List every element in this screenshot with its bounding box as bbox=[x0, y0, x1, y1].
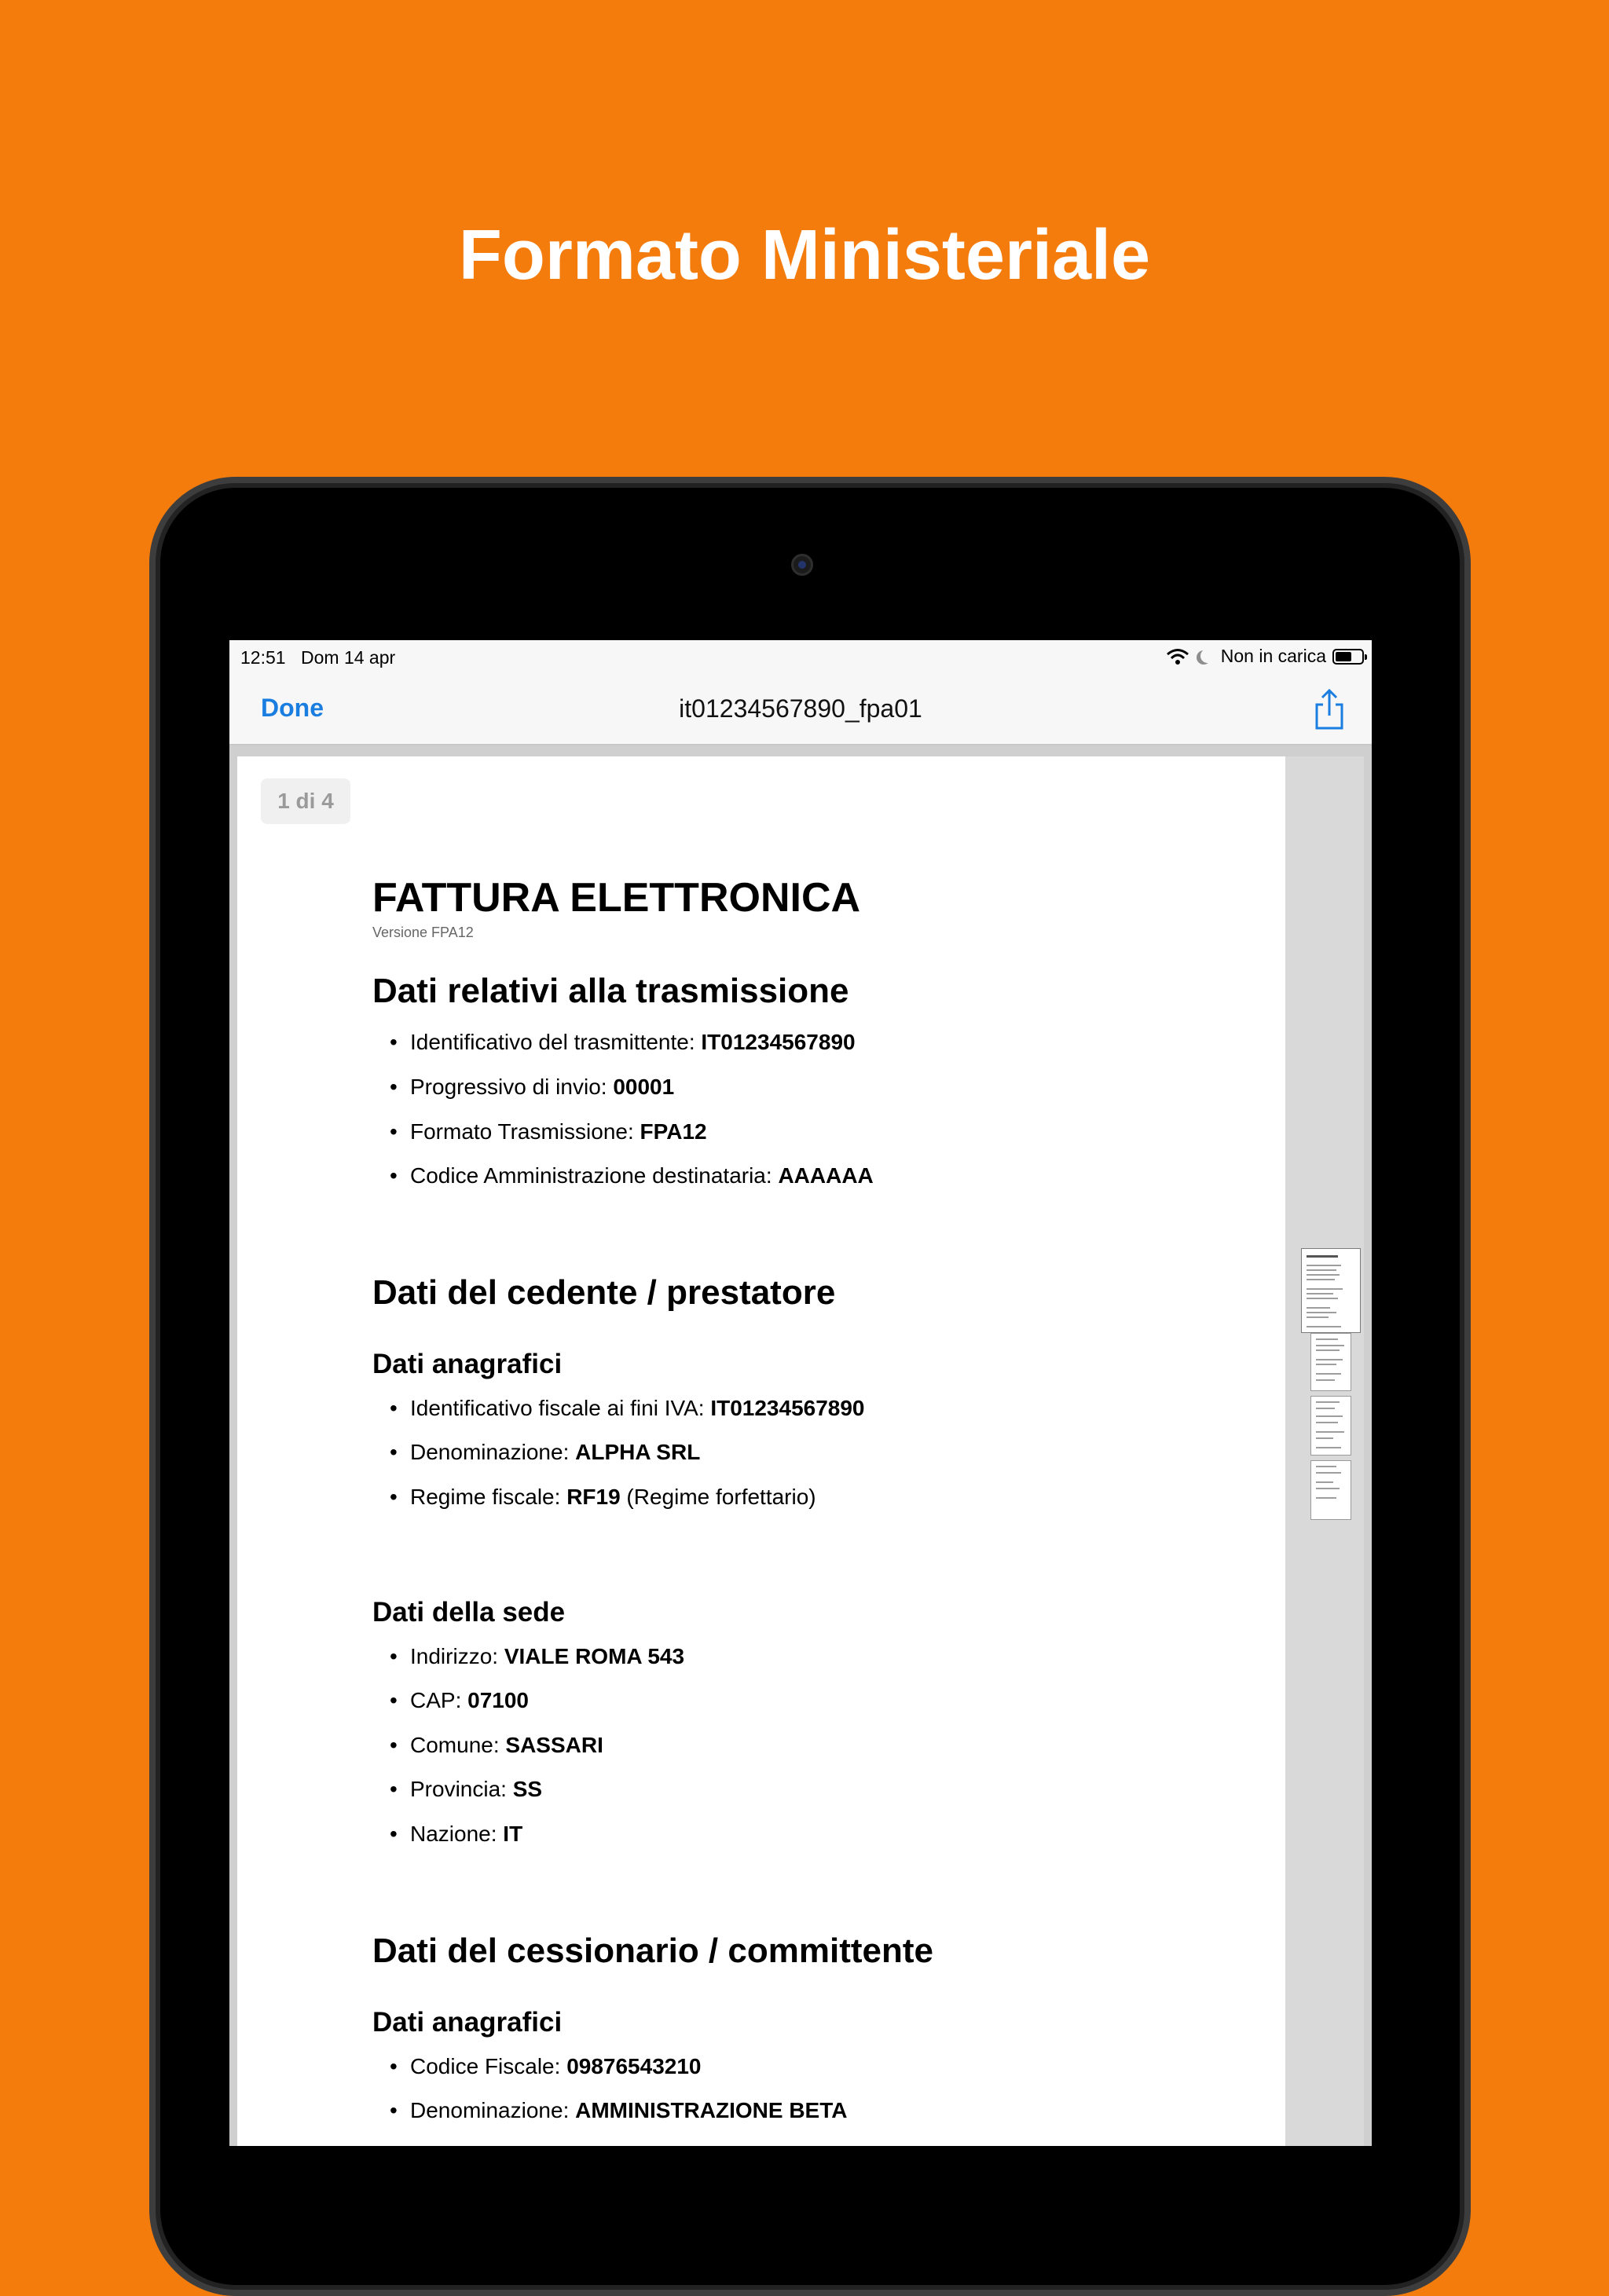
subheading-dati-anagrafici: Dati anagrafici bbox=[372, 2007, 563, 2038]
battery-icon bbox=[1332, 649, 1364, 665]
page-thumbnail-3[interactable] bbox=[1310, 1396, 1351, 1456]
status-date: Dom 14 apr bbox=[301, 647, 396, 668]
subheading-dati-anagrafici: Dati anagrafici bbox=[372, 1349, 563, 1379]
done-button[interactable]: Done bbox=[261, 694, 324, 722]
list-item: • Provincia: SS bbox=[410, 1777, 542, 1802]
page-thumbnail-4[interactable] bbox=[1310, 1460, 1351, 1520]
list-item: • Denominazione: AMMINISTRAZIONE BETA bbox=[410, 2098, 847, 2123]
list-item: • Nazione: IT bbox=[410, 1822, 522, 1847]
list-item: • Regime fiscale: RF19 (Regime forfettario) bbox=[410, 1485, 816, 1510]
status-bar bbox=[229, 640, 1372, 673]
section-heading-trasmissione: Dati relativi alla trasmissione bbox=[372, 972, 849, 1010]
list-item: • Indirizzo: VIALE ROMA 543 bbox=[410, 1644, 684, 1669]
front-camera bbox=[791, 554, 813, 576]
list-item: • CAP: 07100 bbox=[410, 1688, 529, 1713]
section-heading-cessionario: Dati del cessionario / committente bbox=[372, 1932, 933, 1970]
list-item: • Identificativo del trasmittente: IT01234567890 bbox=[410, 1030, 856, 1055]
pdf-viewer[interactable] bbox=[237, 756, 1364, 2146]
page-indicator: 1 di 4 bbox=[261, 778, 350, 824]
list-item: • Codice Fiscale: 09876543210 bbox=[410, 2054, 701, 2079]
status-time: 12:51 bbox=[240, 647, 286, 668]
list-item: • Formato Trasmissione: FPA12 bbox=[410, 1119, 707, 1144]
document-filename: it01234567890_fpa01 bbox=[679, 694, 922, 723]
subheading-dati-sede: Dati della sede bbox=[372, 1597, 566, 1628]
status-indicators bbox=[1166, 646, 1364, 667]
marketing-headline: Formato Ministeriale bbox=[458, 216, 1151, 295]
do-not-disturb-icon bbox=[1200, 649, 1215, 663]
list-item: • Identificativo fiscale ai fini IVA: IT01234567890 bbox=[410, 1396, 865, 1421]
list-item: • Progressivo di invio: 00001 bbox=[410, 1075, 674, 1100]
battery-status-text: Non in carica bbox=[1220, 646, 1326, 666]
tablet-screen bbox=[229, 640, 1372, 2146]
navigation-bar bbox=[229, 673, 1372, 745]
document-title: FATTURA ELETTRONICA bbox=[372, 875, 861, 921]
wifi-icon bbox=[1166, 647, 1189, 666]
page-thumbnail-2[interactable] bbox=[1310, 1333, 1351, 1391]
list-item: • Codice Amministrazione destinataria: AAAAAA bbox=[410, 1163, 874, 1188]
page-thumbnail-1[interactable] bbox=[1301, 1248, 1361, 1333]
list-item: • Denominazione: ALPHA SRL bbox=[410, 1440, 700, 1465]
list-item: • Comune: SASSARI bbox=[410, 1733, 603, 1758]
document-version: Versione FPA12 bbox=[372, 925, 474, 940]
section-heading-cedente: Dati del cedente / prestatore bbox=[372, 1273, 836, 1312]
share-icon[interactable] bbox=[1310, 687, 1348, 731]
page-thumbnail-strip bbox=[1285, 756, 1364, 2146]
